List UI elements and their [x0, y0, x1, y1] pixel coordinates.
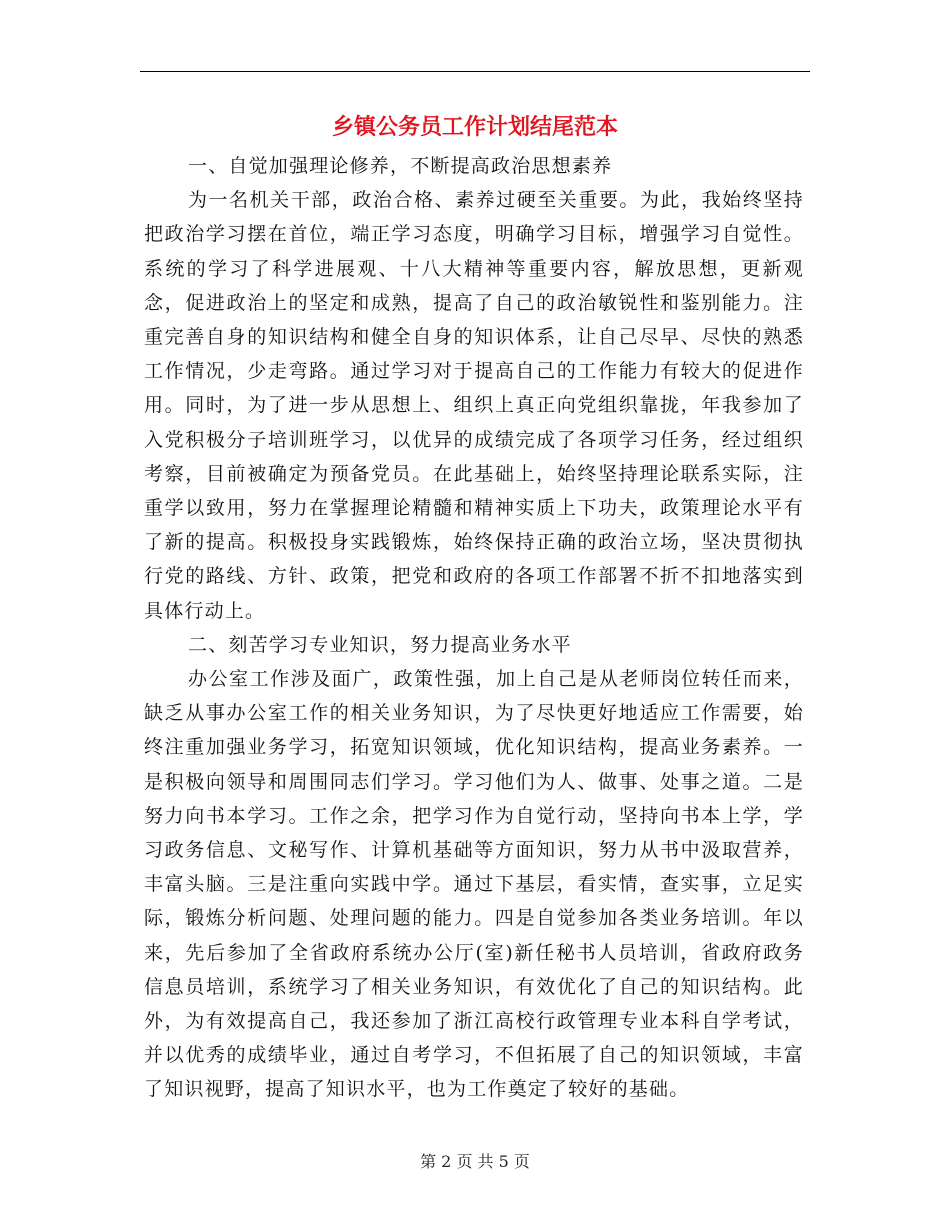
section-heading-1: 一、自觉加强理论修养，不断提高政治思想素养 [188, 155, 613, 177]
document-body [144, 149, 804, 1107]
header-rule [140, 71, 810, 72]
section-heading-2: 二、刻苦学习专业知识，努力提高业务水平 [188, 633, 572, 656]
section-paragraph-1: 为一名机关干部，政治合格、素养过硬至关重要。为此，我始终坚持把政治学习摆在首位，端正学习态度，明确学习目标，增强学习自觉性。系统的学习了科学进展观、十八大精神等重要内容，解放思想，更新观念，促进政治上的坚定和成熟，提高了自己的政治敏锐性和鉴别能力。注重完善自身的知识结构和健全自身的知识体系，让自己尽早、尽快的熟悉工作情况，少走弯路。通过学习对于提高自己的工作能力有较大的促进作用。同时，为了进一步从思想上、组织上真正向党组织靠拢，年我参加了入党积极分子培训班学习，以优异的成绩完成了各项学习任务，经过组织考察，目前被确定为预备党员。在此基础上，始终坚持理论联系实际，注重学以致用，努力在掌握理论精髓和精神实质上下功夫，政策理论水平有了新的提高。积极投身实践锻炼，始终保持正确的政治立场，坚决贯彻执行党的路线、方针、政策，把党和政府的各项工作部署不折不扣地落实到具体行动上。 [144, 189, 804, 622]
page-number: 第 2 页 共 5 页 [420, 1152, 530, 1171]
section-paragraph-2: 办公室工作涉及面广，政策性强，加上自己是从老师岗位转任而来，缺乏从事办公室工作的相关业务知识，为了尽快更好地适应工作需要，始终注重加强业务学习，拓宽知识领域，优化知识结构，提高业务素养。一是积极向领导和周围同志们学习。学习他们为人、做事、处事之道。二是努力向书本学习。工作之余，把学习作为自觉行动，坚持向书本上学，学习政务信息、文秘写作、计算机基础等方面知识，努力从书中汲取营养，丰富头脑。三是注重向实践中学。通过下基层，看实情，查实事，立足实际，锻炼分析问题、处理问题的能力。四是自觉参加各类业务培训。年以来，先后参加了全省政府系统办公厅(室)新任秘书人员培训，省政府政务信息员培训，系统学习了相关业务知识，有效优化了自己的知识结构。此外，为有效提高自己，我还参加了浙江高校行政管理专业本科自学考试，并以优秀的成绩毕业，通过自考学习，不但拓展了自己的知识领域，丰富了知识视野，提高了知识水平，也为工作奠定了较好的基础。 [144, 668, 804, 1101]
document-title: 乡镇公务员工作计划结尾范本 [331, 115, 618, 140]
